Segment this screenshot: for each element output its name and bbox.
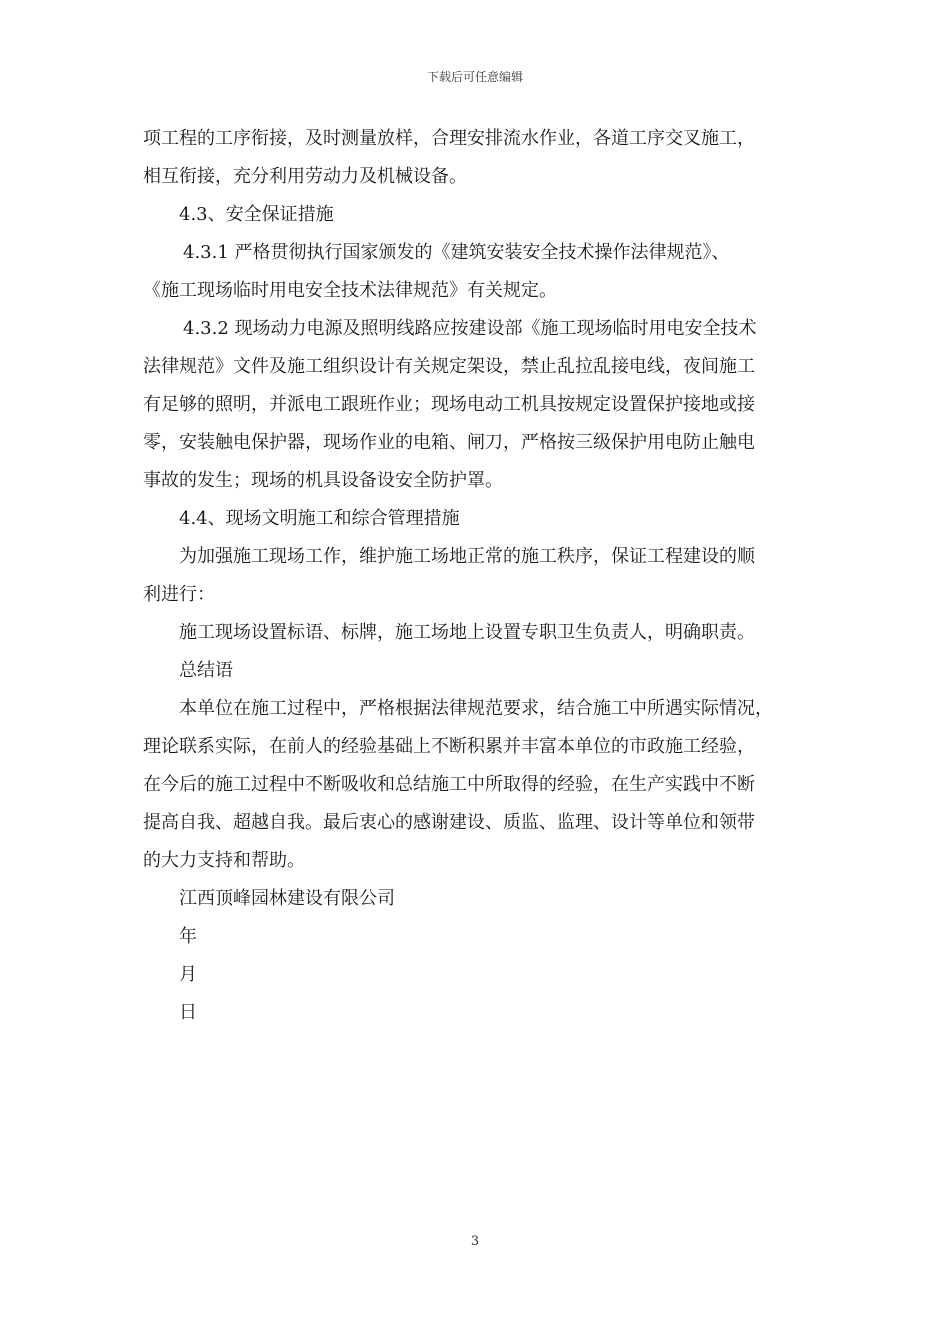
paragraph-line: 提高自我、超越自我。最后衷心的感谢建设、质监、监理、设计等单位和领带 (143, 812, 755, 833)
paragraph-line: 事故的发生；现场的机具设备设安全防护罩。 (143, 470, 503, 491)
paragraph-line: 本单位在施工过程中，严格根据法律规范要求，结合施工中所遇实际情况， (179, 698, 773, 719)
paragraph-line: 4.3.2 现场动力电源及照明线路应按建设部《施工现场临时用电安全技术 (183, 318, 757, 339)
paragraph-line: 在今后的施工过程中不断吸收和总结施工中所取得的经验，在生产实践中不断 (143, 774, 755, 795)
section-heading: 4.3、安全保证措施 (179, 204, 334, 225)
date-day-label: 日 (179, 1002, 197, 1023)
company-name: 江西顶峰园林建设有限公司 (179, 888, 395, 909)
paragraph-line: 相互衔接，充分利用劳动力及机械设备。 (143, 166, 467, 187)
paragraph-line: 4.3.1 严格贯彻执行国家颁发的《建筑安装安全技术操作法律规范》、 (183, 242, 730, 263)
paragraph-line: 项工程的工序衔接，及时测量放样，合理安排流水作业，各道工序交叉施工， (143, 128, 755, 149)
paragraph-line: 利进行： (143, 584, 215, 605)
page-header: 下载后可任意编辑 (426, 70, 523, 84)
paragraph-line: 《施工现场临时用电安全技术法律规范》有关规定。 (143, 280, 557, 301)
paragraph-line: 有足够的照明，并派电工跟班作业；现场电动工机具按规定设置保护接地或接 (143, 394, 755, 415)
section-heading: 4.4、现场文明施工和综合管理措施 (179, 508, 460, 529)
section-heading: 总结语 (179, 660, 233, 681)
paragraph-line: 施工现场设置标语、标牌，施工场地上设置专职卫生负责人，明确职责。 (179, 622, 755, 643)
paragraph-line: 零，安装触电保护器，现场作业的电箱、闸刀，严格按三级保护用电防止触电 (143, 432, 755, 453)
paragraph-line: 为加强施工现场工作，维护施工场地正常的施工秩序，保证工程建设的顺 (179, 546, 755, 567)
date-month-label: 月 (179, 964, 197, 985)
page-number: 3 (470, 1234, 480, 1249)
paragraph-line: 法律规范》文件及施工组织设计有关规定架设，禁止乱拉乱接电线，夜间施工 (143, 356, 755, 377)
paragraph-line: 理论联系实际，在前人的经验基础上不断积累并丰富本单位的市政施工经验， (143, 736, 755, 757)
paragraph-line: 的大力支持和帮助。 (143, 850, 305, 871)
date-year-label: 年 (179, 926, 197, 947)
